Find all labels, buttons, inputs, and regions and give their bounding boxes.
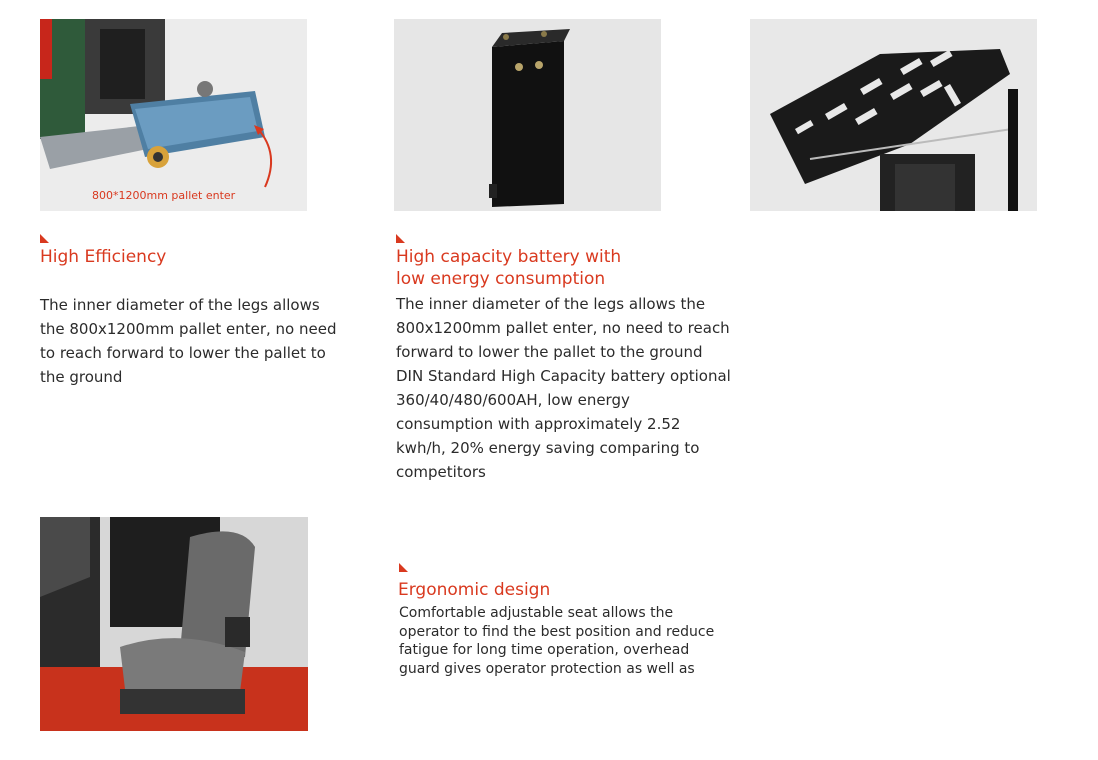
feature-title: High capacity battery with low energy consumption [396, 247, 622, 289]
feature-description: The inner diameter of the legs allows the 800x1200mm pallet enter, no need to reach forward to lower the pallet to the ground DIN Standard High Capacity battery optional 360/40/480/600AH, low energy consumption with approximately 2.52 kwh/h, 20% energy saving comparing to competitors [396, 295, 731, 481]
feature-title: High Efficiency [40, 247, 167, 267]
section-marker [40, 234, 49, 243]
battery-illustration [394, 19, 661, 211]
pallet-caption: 800*1200mm pallet enter [92, 189, 236, 202]
pallet-enter-photo [40, 19, 307, 211]
overhead-guard-photo [750, 19, 1037, 211]
section-marker [396, 234, 405, 243]
feature-title: Ergonomic design [398, 580, 551, 600]
feature-description: The inner diameter of the legs allows the 800x1200mm pallet enter, no need to reach forward to lower the pallet to the ground [40, 296, 337, 386]
seat-illustration [40, 517, 308, 731]
overhead-guard-illustration [750, 19, 1037, 211]
seat-photo [40, 517, 308, 731]
pallet-illustration [40, 19, 307, 211]
section-marker [399, 563, 408, 572]
feature-description: Comfortable adjustable seat allows the operator to find the best position and reduce fatigue for long time operation, overhead guard gives operator protection as well as [399, 605, 715, 677]
battery-photo [394, 19, 661, 211]
